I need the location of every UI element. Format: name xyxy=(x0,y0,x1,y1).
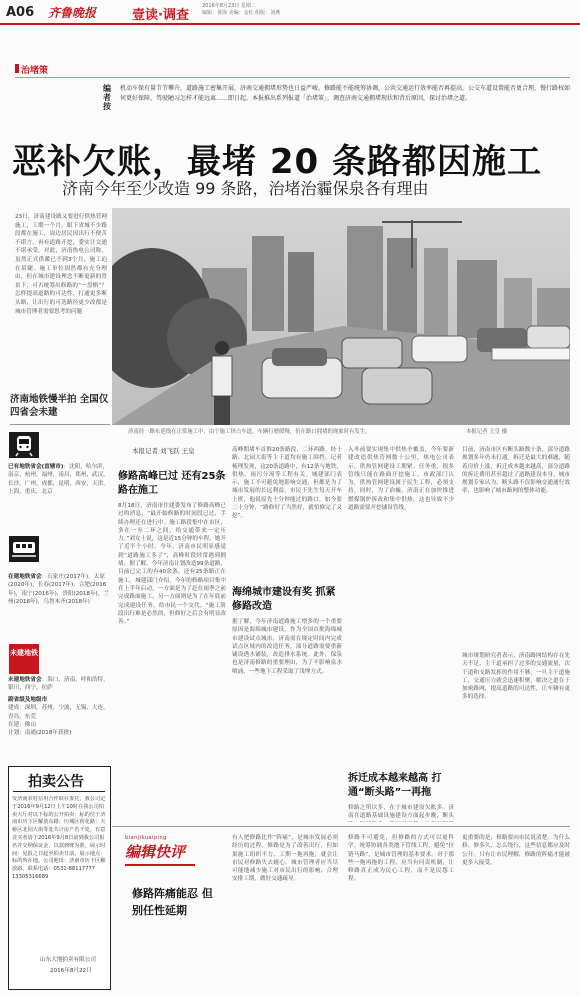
sub-center-title: 副省级及地级市 xyxy=(8,697,48,703)
building-cities: 石家庄(2017年)，太原(2020年)，长春(2017年)，合肥(2016年)，南宁(2016年)，贵阳(2018年)，兰州(2018年)，乌鲁木齐(2018年) xyxy=(8,574,109,605)
auction-org: 山东大地拍卖有限公司 xyxy=(40,957,96,963)
header-meta xyxy=(202,3,352,17)
none-title: 未建地铁省会 xyxy=(8,677,42,683)
page-number: A06 xyxy=(6,5,35,20)
column1-subhead: 修路高峰已过 还有25条路在施工 xyxy=(118,471,226,496)
subway-sidebar-heading: 济南地铁慢半拍 全国仅四省会未建 xyxy=(10,394,109,418)
column4-text-b: 城市规划研究者表示，济南路网结构存在先天不足，主干道承担了过多的交通流量，次干道和支路发挥的作用不够，一旦主干道施工，交通压力就会迅速积聚。解决之道在于加密路网，提高道路的可达性，让车辆有更多的选择。 xyxy=(462,653,570,701)
photo-caption: 济南经一路东延线在正常施工中，由于施工挤占车道，车辆行驶缓慢，仍在路口拥堵的现象时有发生。 xyxy=(128,429,371,435)
column4-text-a: 目前，济南市区有断头路数十条，部分道路规划多年仍未打通。拆迁是最大的难题，随着房价上涨，拆迁成本越来越高，部分道路的拆迁费用甚至超过了道路建设本身。城市规划专家认为，断头路不仅影响交通通行效率，也影响了城市路网的整体功能。 xyxy=(462,447,570,495)
byline: 本报记者 刘飞跃 王皇 xyxy=(132,447,195,455)
newspaper-masthead: 齐鲁晚报 xyxy=(48,6,97,20)
column1-text: 8月18日，济南市住建委发布了修路高峰已过的消息，“最开始修路的时间段已过，手续办理还在进行中。施工路段集中在市区，多在一至二环之间，给交通带来一定压力。”刘女士说，这是近15分钟的车程，她开了近半个小时。今年，济南市民明显感觉到“道路施工多了”，高峰时段经常遇到拥堵。据了解，今年济南计划改造99条道路，目前已完工的有40余条，还有25条路正在施工。城建部门介绍，今年的修路项目集中在上半年启动，一方面是为了赶在雨季之前完成路面施工，另一方面则是为了在年底前完成建设任务，给市民一个交代。“施工阶段出行难是必然的，但修好之后会有明显改善。” xyxy=(118,503,226,626)
sub-center-cities xyxy=(8,696,110,754)
topic-tag: 治堵策 xyxy=(21,66,49,76)
logo-underline xyxy=(125,864,195,866)
no-subway-badge: 未建地铁 xyxy=(9,644,39,674)
auction-title: 拍卖公告 xyxy=(28,774,84,790)
header-rule xyxy=(0,23,580,25)
commentary-text-c: 更重要的是，修路要向市民说清楚。为什么修、修多久、怎么绕行，这些信息都应及时公开。只有让市民理解，修路的阵痛才能被更多人接受。 xyxy=(462,835,570,866)
topic-rule xyxy=(15,77,570,78)
sub-center-planned: 计划：南通(2018年获批) xyxy=(8,730,72,737)
lead-paragraph: 23日，济南建设路又要进行供热管网施工，工期一个月。眼下省城不少路段都在施工，周边居民因出行不便苦不堪言，再有道路开挖，委实让交通不堪承受，对此，济南热电公司称，虽然正式供暖已不到3个月，施工迫在眉睫。施工单位固然都有充分理由，但在城市建设理念不断更新的背景下，可否统筹出修路的“一盘棋”？怎样提高道路的可达性，打通更多断头路，让出行的可选路径更少改都是城市管理者需要思考的问题 xyxy=(15,214,107,315)
issue-date: 2016年8月23日 星期二 xyxy=(202,3,256,9)
logo-text: 编辑快评 xyxy=(125,843,186,861)
sub-center-building: 在建：佛山 xyxy=(8,721,36,728)
photo-credit: 本报记者 王皇 摄 xyxy=(466,429,508,435)
auction-rule xyxy=(13,791,105,792)
commentary-rule xyxy=(112,826,570,827)
main-headline: 恶补欠账，最堵 20 条路都因施工 xyxy=(12,142,542,182)
built-subway-cities: 已有地铁省会(直辖市)：沈阳，哈尔滨，南京，杭州，福州，南昌，郑州，武汉，长沙，广州，成都，昆明，西安，天津，上海，重庆，北京 xyxy=(8,464,109,495)
editor-credits: 编辑：黄海 美编：金红 组版：刘燕 xyxy=(202,10,281,16)
topic-marker xyxy=(15,64,19,73)
sub-center-built: 建成：深圳，苏州，宁波，无锡，大连，青岛，东莞 xyxy=(8,705,109,720)
commentary-title: 修路阵痛能忍 但别任性延期 xyxy=(132,887,213,917)
street-construction-photo xyxy=(112,208,570,425)
built-title: 已有地铁省会(直辖市) xyxy=(8,464,64,470)
commentary-text-a: 有人把修路比作“阵痛”，是城市发展必须经历的过程。修路是为了改善出行，但如果施工组织不力、工期一拖再拖，就会让市民对修路失去耐心。城市管理者应当尽可能地减少施工对市民出行的影响，合理安排工期，做好交通疏导。 xyxy=(232,835,338,883)
auction-text: 受济南农村信用合作联社委托，我公司定于2016年9月12日上午10时在我公司拍卖大厅对以下标的公开拍卖：标的位于济南市历下区解放东路；历城区荷花路；天桥区北园大街等处共计房产若干处。有意竞买者请于2016年9月8日前到我公司报名并交纳保证金，以款到账为准。展示时间：见报之日起至拍卖日前。展示地点：标的所在地。公司地址：济南市历下区解放路。联系电话：0531-88117777 13305316689 xyxy=(12,796,106,880)
column3-text-b: 修路之所以多，在于城市建设欠账多。济南在道路基础设施建设方面起步晚，断头 xyxy=(348,805,454,820)
sidebar-rule xyxy=(10,424,110,425)
subway-construction-icon xyxy=(9,536,39,562)
column2-text-a: 高峰期堵车首推20条路段，二环西路、经十路、北园大街等主干道均有施工围挡。记者梳理发现，这20条道路中，有12条与地铁、供热、雨污分流等工程有关。城建部门表示，施工不可避免地影响交通，但都是为了城市发展的长远利益。市民王先生每天开车上班，他说原先十分钟能过的路口，如今要二十分钟，“路修好了当然好，就怕修完了又挖”。 xyxy=(232,447,342,520)
logo-pinyin: bianjikuaiping xyxy=(125,835,167,841)
column3-subhead: 拆迁成本越来越高 打通“断头路”一再拖 xyxy=(348,773,442,798)
subway-train-icon xyxy=(9,432,39,458)
commentary-text-b: 修路不可避免，但修路的方式可以更科学。统筹协调各类地下管线工程，避免“拉链马路”，是城市管理的基本要求。对于那些一拖再拖的工程，应当有问责机制，让修路真正成为民心工程，而不是民怨工程。 xyxy=(348,835,454,883)
no-subway-cities: 未建地铁省会：海口，济南，呼和浩特，银川，西宁，拉萨 xyxy=(8,677,109,692)
column3-text-a: 入冬前要实现集中供热全覆盖，今年要新建改造供热管网数十公里，热电公司表示，供热管网建设工期紧、任务重，很多管线只能在路面开挖施工。市政部门认为，供热管网建设属于民生工程，必须支持。同时，为了治霾，济南正在加快推进燃煤锅炉拆改和集中供热，这也导致不少道路需要开挖铺设管线。 xyxy=(348,447,454,512)
commentary-logo xyxy=(125,835,205,866)
column2-text-b: 据了解，今年济南道路施工增多的一个重要原因是海绵城市建设。作为全国首批海绵城市建设试点城市，济南需在规定时间内完成试点区域内的改造任务，部分道路需要重新铺设透水铺装，改造排水系统。此外，保泉也是济南修路的重要理由，为了不影响泉水喷涌，一些地下工程采取了浅埋方式。 xyxy=(232,619,342,675)
built-cities: 沈阳，哈尔滨，南京，杭州，福州，南昌，郑州，武汉，长沙，广州，成都，昆明，西安，天津，上海，重庆，北京 xyxy=(8,464,109,495)
building-subway-cities: 在建地铁省会：石家庄(2017年)，太原(2020年)，长春(2017年)，合肥(2016年)，南宁(2016年)，贵阳(2018年)，兰州(2018年)，乌鲁木齐(2018年) xyxy=(8,574,109,605)
building-title: 在建地铁省会 xyxy=(8,574,42,580)
section-title: 壹读·调查 xyxy=(132,8,189,23)
auction-date: 2016年8月22日 xyxy=(50,968,92,974)
none-cities: 海口，济南，呼和浩特，银川，西宁，拉萨 xyxy=(8,677,109,692)
column2-subhead: 海绵城市建设有奖 抓紧修路改造 xyxy=(232,587,336,612)
editor-note-label: 编者按 xyxy=(103,84,111,111)
editor-note-text: 机动车保有量节节攀升，道路施工密集开展，济南交通拥堵形势也日益严峻。修路能不能统筹协调，公共交通运行效率能否再提高，公交车道设置能否更合理，慢行路权如何更好保障，驾驶陋习怎样才能远离……即日起，本报推出系列报道「治堵策」，调查济南交通拥堵现状和背后原因，探讨治堵之道。 xyxy=(120,85,571,102)
sub-headline: 济南今年至少改造 99 条路，治堵治霾保泉各有理由 xyxy=(62,179,429,198)
